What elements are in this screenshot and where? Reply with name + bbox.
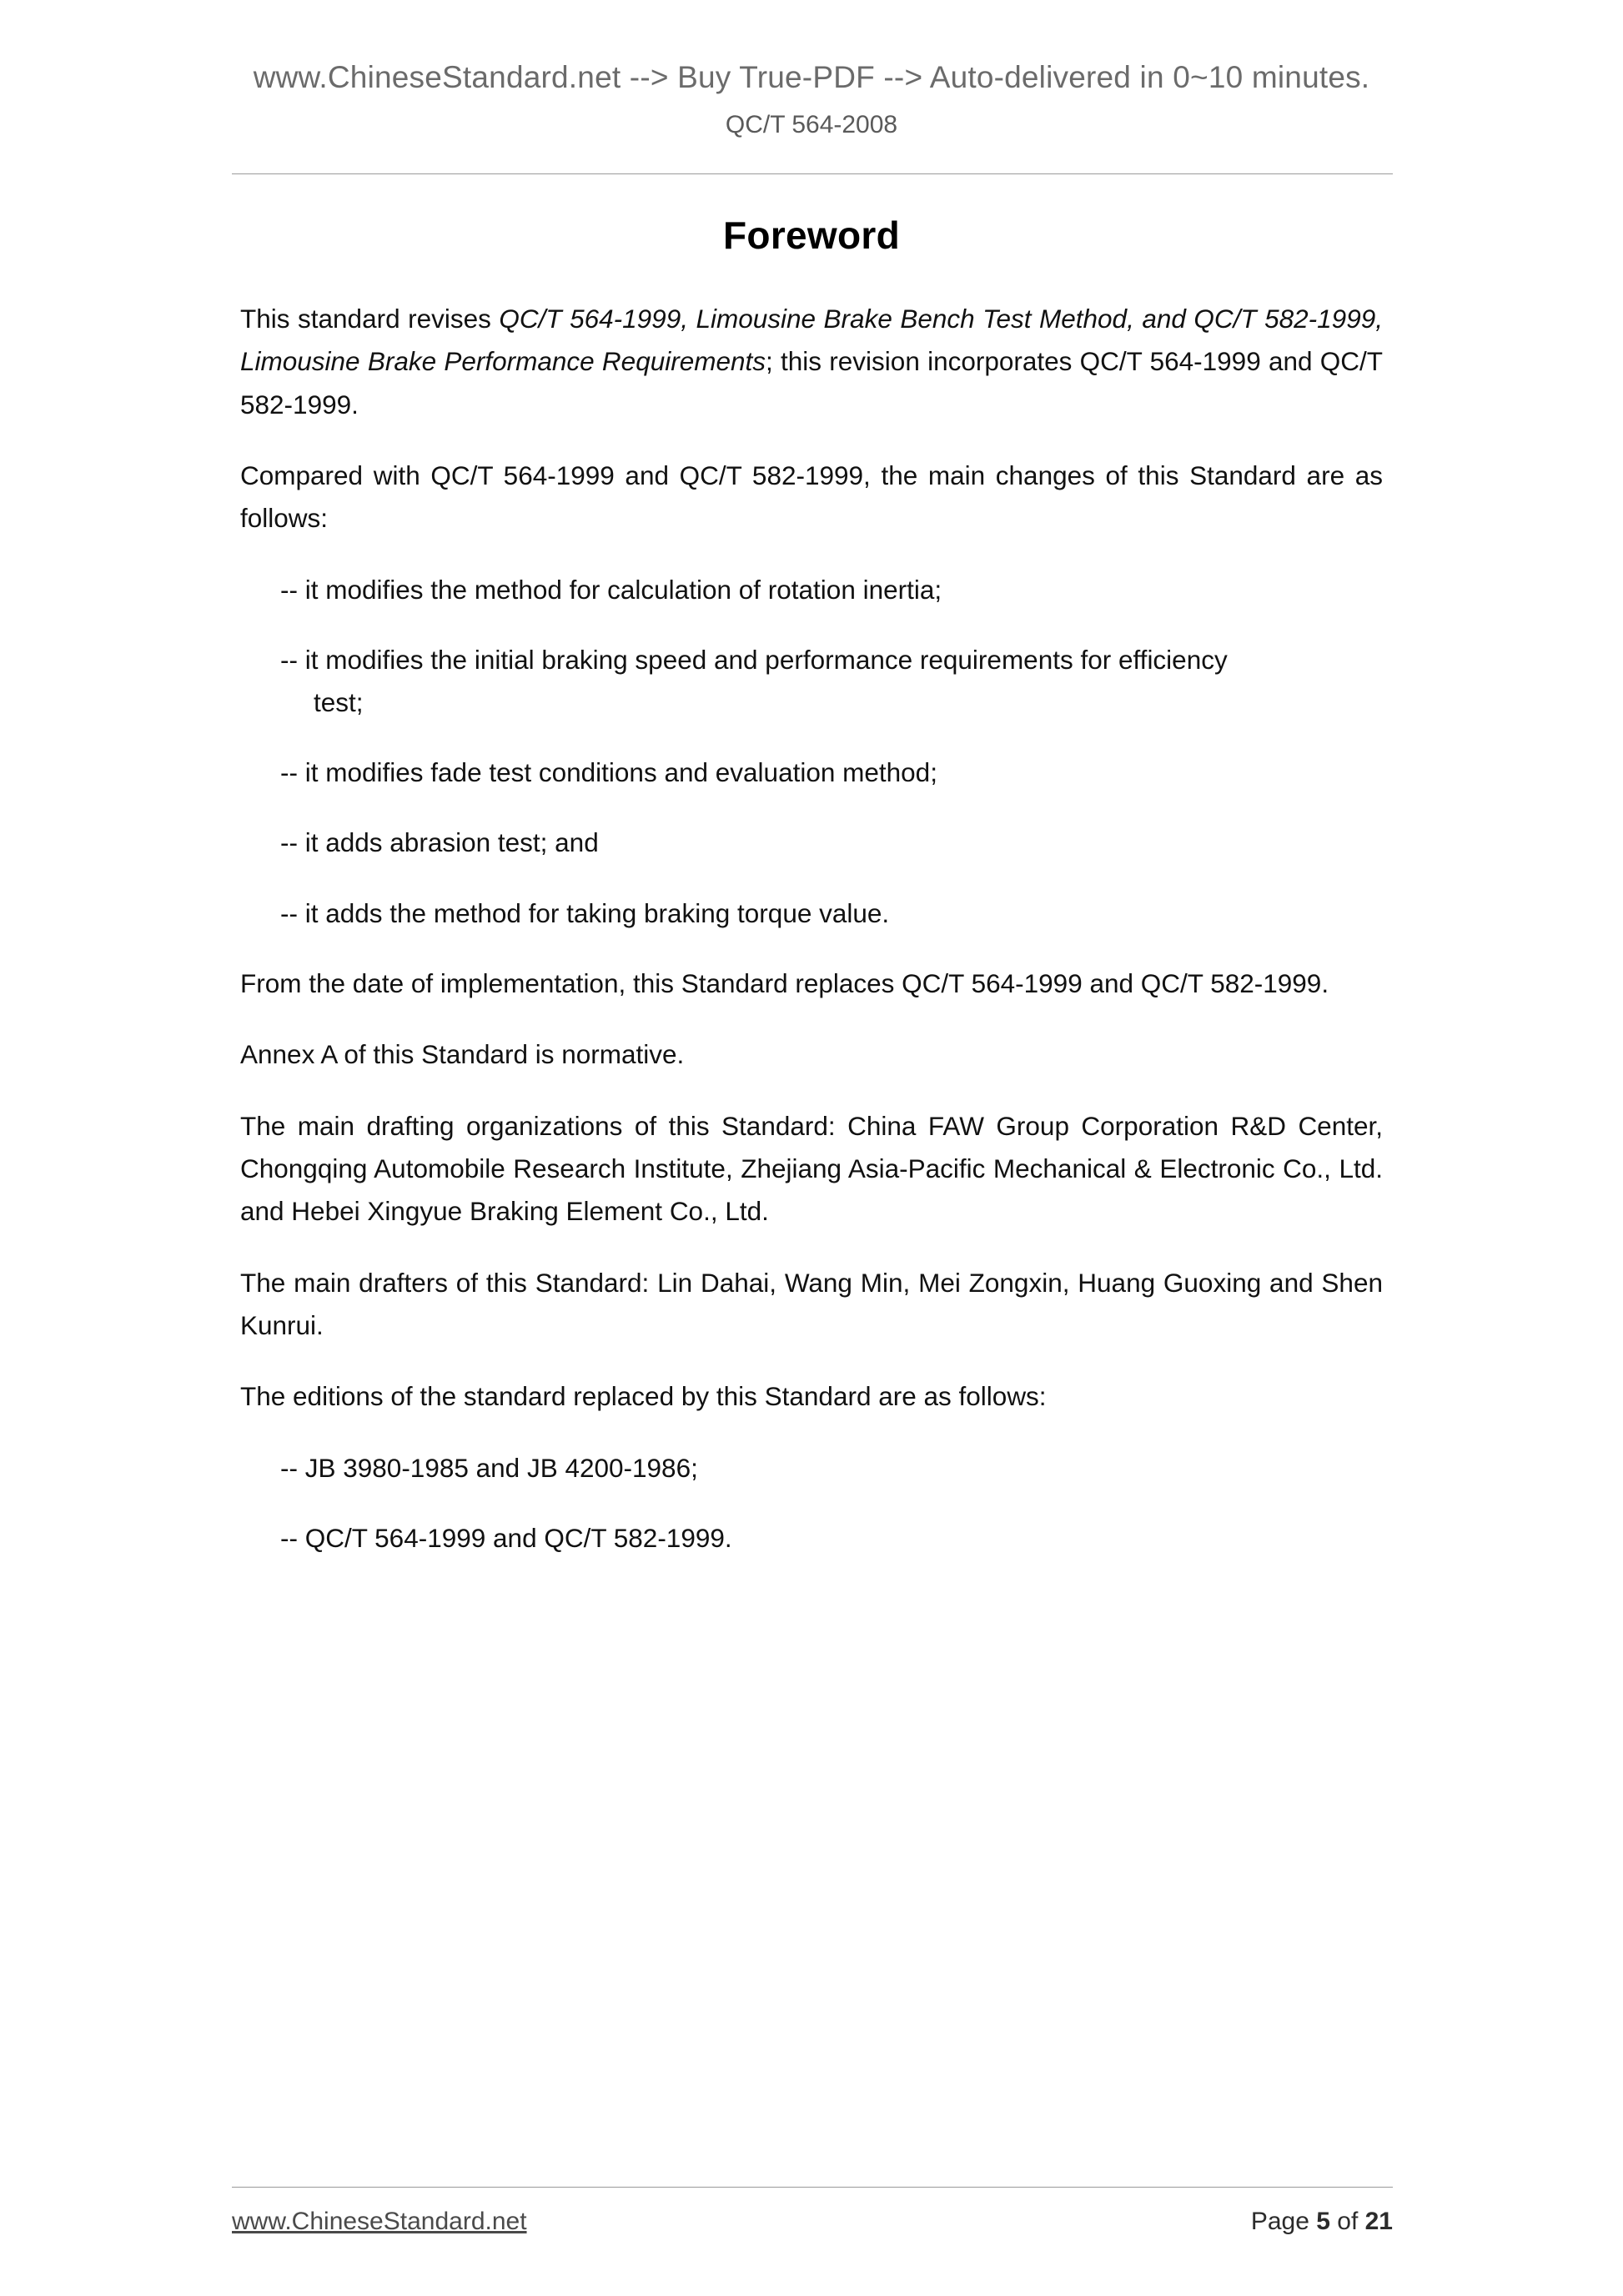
header-divider xyxy=(232,173,1393,174)
paragraph-compared-with: Compared with QC/T 564-1999 and QC/T 582-1999, the main changes of this Standard are as follows: xyxy=(240,460,1383,534)
paragraph-drafters: The main drafters of this Standard: Lin Dahai, Wang Min, Mei Zongxin, Huang Guoxing and Shen Kunrui. xyxy=(240,1267,1383,1341)
list-item: -- it adds the method for taking braking torque value. xyxy=(280,897,890,928)
page-middle: of xyxy=(1329,2208,1365,2235)
page-footer xyxy=(232,2208,1393,2236)
page-total: 21 xyxy=(1364,2208,1393,2235)
list-item-line2: test; xyxy=(314,686,364,717)
page-number: 5 xyxy=(1316,2208,1330,2235)
paragraph-revises xyxy=(240,298,1383,426)
page-header xyxy=(0,58,1623,141)
paragraph-replaces: From the date of implementation, this Standard replaces QC/T 564-1999 and QC/T 582-1999. xyxy=(240,968,1329,999)
list-item: -- JB 3980-1985 and JB 4200-1986; xyxy=(280,1452,698,1483)
list-item-line1: -- it modifies the initial braking speed and performance requirements for efficiency xyxy=(280,645,1228,676)
paragraph-editions: The editions of the standard replaced by this Standard are as follows: xyxy=(240,1381,1047,1412)
list-item: -- QC/T 564-1999 and QC/T 582-1999. xyxy=(280,1523,732,1554)
document-content xyxy=(240,213,1383,1588)
revises-prefix: This standard revises xyxy=(240,304,500,334)
revises-standard-titles: QC/T 564-1999, Limousine Brake Bench Test Method, and QC/T 582-1999, Limousine Brake Performance Requirements xyxy=(240,304,1383,377)
list-item: -- it adds abrasion test; and xyxy=(280,827,599,858)
footer-divider xyxy=(232,2187,1393,2188)
promo-text: www.ChineseStandard.net --> Buy True-PDF --> Auto-delivered in 0~10 minutes. xyxy=(253,60,1370,94)
standard-code: QC/T 564-2008 xyxy=(725,111,898,139)
page-indicator xyxy=(1251,2208,1393,2236)
list-item xyxy=(240,639,1383,723)
page-prefix: Page xyxy=(1250,2208,1317,2235)
page-title: Foreword xyxy=(723,214,900,257)
list-item: -- it modifies the method for calculation of rotation inertia; xyxy=(280,574,942,605)
paragraph-annex: Annex A of this Standard is normative. xyxy=(240,1039,685,1070)
list-item: -- it modifies fade test conditions and evaluation method; xyxy=(280,756,937,787)
paragraph-drafting-organizations: The main drafting organizations of this Standard: China FAW Group Corporation R&D Center, Chongqing Automobile Research Institute, Zhejiang Asia-Pacific Mechanical & Electronic Co., Ltd. and Hebei Xingyue Braking Element Co., Ltd. xyxy=(240,1110,1383,1227)
footer-site-link[interactable]: www.ChineseStandard.net xyxy=(232,2208,527,2235)
revises-suffix: ; this revision incorporates QC/T 564-1999 and QC/T 582-1999. xyxy=(240,346,1383,420)
